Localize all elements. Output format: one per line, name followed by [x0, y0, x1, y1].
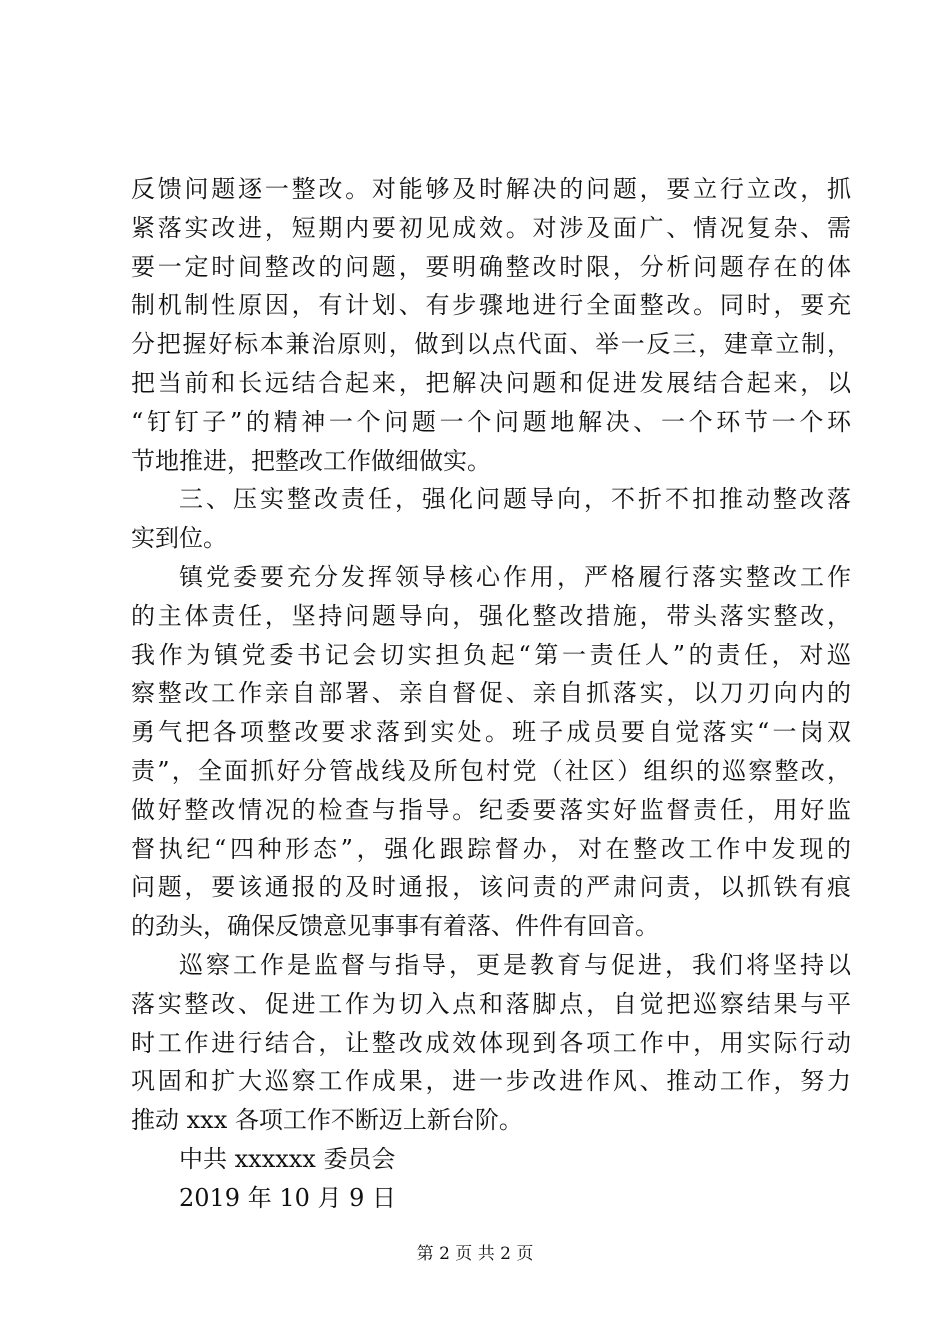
text-line: 督执纪“四种形态”，强化跟踪督办，对在整改工作中发现的: [131, 834, 851, 863]
signature-organization: 中共 xxxxxx 委员会: [179, 1144, 396, 1173]
text-line: 镇党委要充分发挥领导核心作用，严格履行落实整改工作: [179, 562, 851, 591]
text-line: 时工作进行结合，让整改成效体现到各项工作中，用实际行动: [131, 1028, 851, 1057]
section-heading-line: 实到位。: [131, 524, 227, 553]
text-line: 的主体责任，坚持问题导向，强化整改措施，带头落实整改，: [131, 601, 851, 630]
text-line: 节地推进，把整改工作做细做实。: [131, 446, 491, 475]
text-line: 紧落实改进，短期内要初见成效。对涉及面广、情况复杂、需: [131, 213, 851, 242]
text-line: “钉钉子”的精神一个问题一个问题地解决、一个环节一个环: [131, 407, 851, 436]
text-line: 巡察工作是监督与指导，更是教育与促进，我们将坚持以: [179, 950, 851, 979]
text-line: 落实整改、促进工作为切入点和落脚点，自觉把巡察结果与平: [131, 989, 851, 1018]
text-line: 我作为镇党委书记会切实担负起“第一责任人”的责任，对巡: [131, 640, 851, 669]
text-line: 推动 xxx 各项工作不断迈上新台阶。: [131, 1106, 523, 1135]
text-line: 分把握好标本兼治原则，做到以点代面、举一反三，建章立制，: [131, 330, 851, 359]
page-number-footer: 第 2 页 共 2 页: [416, 1244, 534, 1264]
text-line: 勇气把各项整改要求落到实处。班子成员要自觉落实“一岗双: [131, 718, 851, 747]
text-line: 的劲头，确保反馈意见事事有着落、件件有回音。: [131, 912, 659, 941]
signature-date: 2019 年 10 月 9 日: [179, 1183, 397, 1212]
text-line: 察整改工作亲自部署、亲自督促、亲自抓落实，以刀刃向内的: [131, 679, 851, 708]
text-line: 巩固和扩大巡察工作成果，进一步改进作风、推动工作，努力: [131, 1067, 851, 1096]
text-line: 问题，要该通报的及时通报，该问责的严肃问责，以抓铁有痕: [131, 873, 851, 902]
text-line: 做好整改情况的检查与指导。纪委要落实好监督责任，用好监: [131, 795, 851, 824]
text-line: 要一定时间整改的问题，要明确整改时限，分析问题存在的体: [131, 252, 851, 281]
text-line: 制机制性原因，有计划、有步骤地进行全面整改。同时，要充: [131, 291, 851, 320]
document-body: [131, 170, 851, 1218]
section-heading-line: 三、压实整改责任，强化问题导向，不折不扣推动整改落: [179, 485, 851, 514]
text-line: 把当前和长远结合起来，把解决问题和促进发展结合起来，以: [131, 368, 851, 397]
text-line: 反馈问题逐一整改。对能够及时解决的问题，要立行立改，抓: [131, 175, 851, 203]
text-line: 责”，全面抓好分管战线及所包村党（社区）组织的巡察整改，: [131, 756, 851, 785]
